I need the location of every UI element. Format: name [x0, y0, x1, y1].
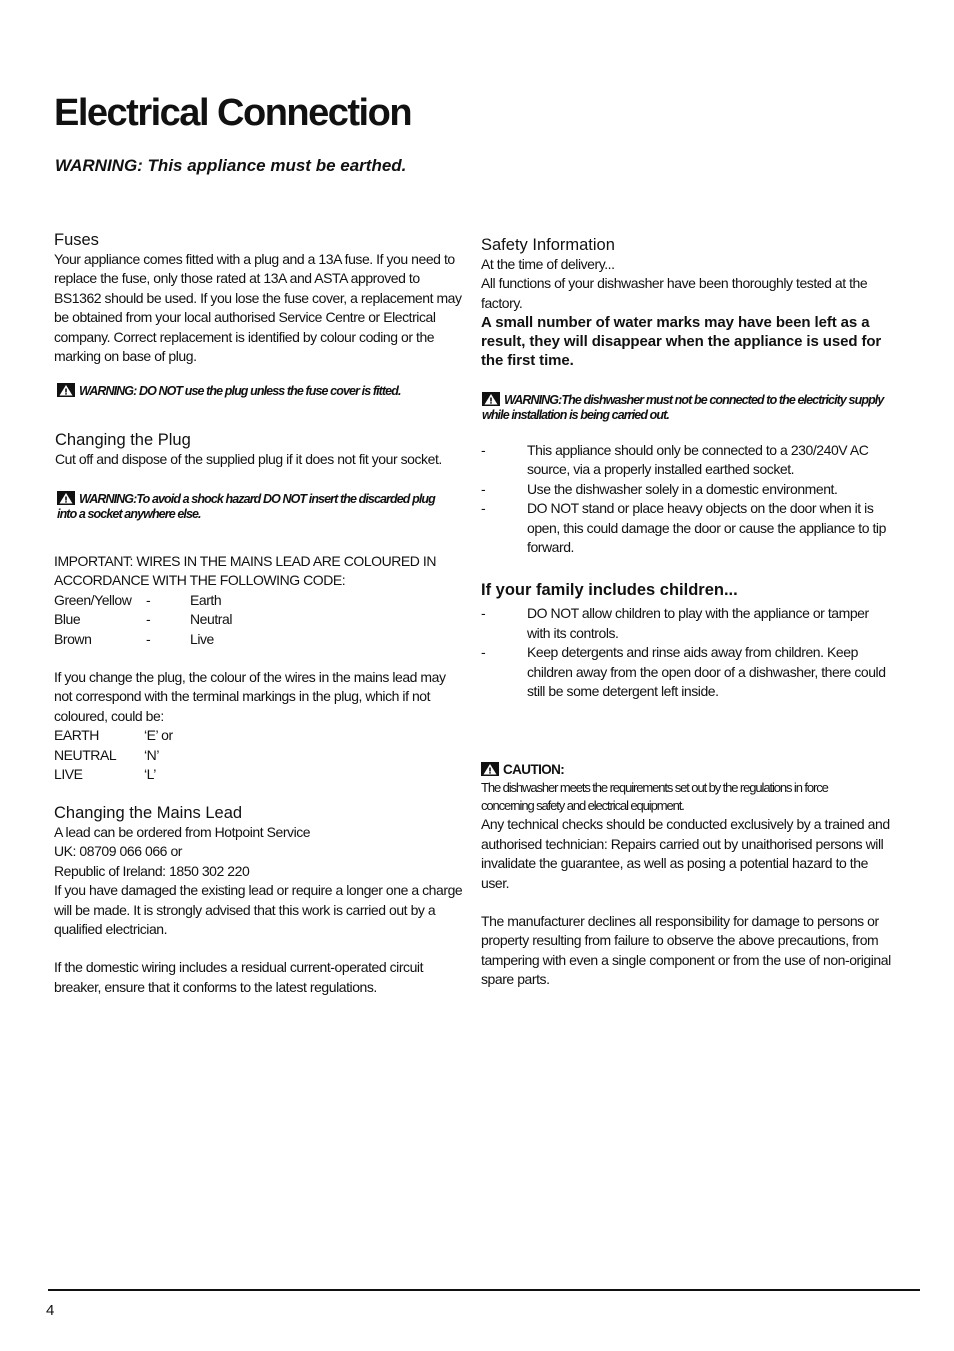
caution-heading-row [481, 760, 891, 779]
tested-text: All functions of your dishwasher have been thoroughly tested at the factory. [481, 275, 868, 311]
wire-meaning: Earth [190, 591, 222, 608]
lead-section [54, 803, 464, 997]
table-row [54, 746, 173, 765]
list-item-text: Use the dishwasher solely in a domestic environment. [527, 480, 838, 497]
caution-heading: CAUTION: [503, 762, 565, 777]
caution-section [481, 760, 891, 990]
wire-meaning: Neutral [190, 611, 232, 628]
warning-icon [481, 762, 499, 776]
plug-warning-text: WARNING:To avoid a shock hazard DO NOT insert the discarded plug into a socket anywhere else. [57, 492, 435, 521]
footer-divider [48, 1289, 920, 1291]
lead-line-2: UK: 08709 066 066 or [54, 843, 182, 860]
wire-colour: Brown [54, 630, 92, 647]
list-item: - Keep detergents and rinse aids away from children. Keep children away from the open door of a dishwasher, there could still be some detergent left inside. [481, 644, 886, 700]
fuse-warning [57, 383, 467, 399]
list-item-text: DO NOT stand or place heavy objects on the door when it is open, this could damage the door or cause the appliance to tip forward. [527, 500, 886, 556]
change-text: If you change the plug, the colour of the wires in the mains lead may not correspond with the terminal markings in the plug, which if not coloured, could be: [54, 669, 446, 724]
warning-icon [482, 392, 500, 406]
lead-heading: Changing the Mains Lead [54, 804, 243, 822]
install-warning [482, 392, 887, 423]
fuses-section [54, 230, 464, 366]
terminal-mark: ‘L’ [144, 766, 156, 783]
wire-meaning: Live [190, 630, 214, 647]
plug-heading: Changing the Plug [55, 431, 191, 449]
list-item-text: Keep detergents and rinse aids away from children. Keep children away from the open door of a dishwasher, there could still be some detergent left inside. [527, 644, 886, 700]
lead-text: If you have damaged the existing lead or require a longer one a charge will be made. It is strongly advised that this work is carried out by a qualified electrician. [54, 882, 463, 938]
list-item-text: This appliance should only be connected to a 230/240V AC source, via a properly installed earthed socket. [527, 442, 869, 478]
wire-colour: Blue [54, 611, 81, 628]
list-item-text: DO NOT allow children to play with the appliance or tamper with its controls. [527, 605, 869, 641]
wire-dash: - [146, 591, 151, 608]
wiring-section [54, 552, 464, 649]
plug-text: Cut off and dispose of the supplied plug if it does not fit your socket. [55, 451, 442, 467]
table-row [54, 726, 173, 745]
plug-warning [57, 491, 447, 522]
warning-icon [57, 491, 75, 505]
important-text: IMPORTANT: WIRES IN THE MAINS LEAD ARE COLOURED IN ACCORDANCE WITH THE FOLLOWING CODE: [54, 553, 437, 589]
list-item: - This appliance should only be connected to a 230/240V AC source, via a properly installed earthed socket. [481, 442, 869, 478]
lead-line-1: A lead can be ordered from Hotpoint Service [54, 824, 311, 840]
table-row [54, 765, 173, 784]
plug-section [55, 430, 465, 469]
children-heading: If your family includes children... [481, 581, 738, 599]
terminal-mark: ‘E’ or [144, 727, 173, 744]
wire-dash: - [146, 611, 151, 628]
list-item: - DO NOT allow children to play with the appliance or tamper with its controls. [481, 605, 869, 641]
lead-line-3: Republic of Ireland: 1850 302 220 [54, 862, 250, 879]
fuse-warning-text: WARNING: DO NOT use the plug unless the fuse cover is fitted. [79, 384, 401, 398]
terminal-code-table [54, 726, 173, 784]
fuses-text: Your appliance comes fitted with a plug and a 13A fuse. If you need to replace the fuse, only those rated at 13A and ASTA approved to BS1362 should be used. If you lose the fuse cover, a replacement may be obtained from your local authorised Service Centre or Electrical company. Correct replacement is identified by colour coding or the marking on base of plug. [54, 251, 462, 365]
list-item: - DO NOT stand or place heavy objects on the door when it is open, this could damage the door or cause the appliance to tip forward. [481, 500, 886, 556]
table-row [54, 610, 232, 629]
page-number: 4 [46, 1302, 55, 1319]
terminal-name: NEUTRAL [54, 746, 117, 763]
table-row [54, 591, 232, 610]
safety-list [481, 441, 891, 557]
safety-heading: Safety Information [481, 236, 615, 254]
page-title: Electrical Connection [54, 92, 412, 134]
caution-regulations: The dishwasher meets the requirements set out by the regulations in force concerning safety and electrical equipment. [481, 780, 828, 814]
wire-code-table [54, 591, 232, 649]
caution-checks: Any technical checks should be conducted exclusively by a trained and authorised technician: Repairs carried out by unaithorised persons will invalidate the guarantee, as well as posing a potential hazard to the user. [481, 816, 890, 891]
install-warning-text: WARNING:The dishwasher must not be connected to the electricity supply while installation is being carried out. [482, 393, 884, 422]
manufacturer-text: The manufacturer declines all responsibility for damage to persons or property resulting from failure to observe the above precautions, from tampering with even a single component or from the use of non-original spare parts. [481, 913, 891, 988]
rcd-text: If the domestic wiring includes a residual current-operated circuit breaker, ensure that it conforms to the latest regulations. [54, 959, 424, 995]
terminal-name: EARTH [54, 727, 99, 744]
safety-section [481, 235, 891, 370]
children-section [481, 581, 891, 701]
water-marks-text: A small number of water marks may have been left as a result, they will disappear when the appliance is used for the first time. [481, 314, 882, 370]
delivery-line: At the time of delivery... [481, 256, 615, 272]
earth-warning: WARNING: This appliance must be earthed. [55, 156, 407, 175]
wire-dash: - [146, 630, 151, 647]
terminal-section [54, 668, 464, 784]
table-row [54, 630, 232, 649]
terminal-mark: ‘N’ [144, 746, 159, 763]
fuses-heading: Fuses [54, 231, 99, 249]
warning-icon [57, 383, 75, 397]
list-item: - Use the dishwasher solely in a domestic environment. [481, 480, 838, 497]
terminal-name: LIVE [54, 766, 83, 783]
wire-colour: Green/Yellow [54, 591, 132, 608]
